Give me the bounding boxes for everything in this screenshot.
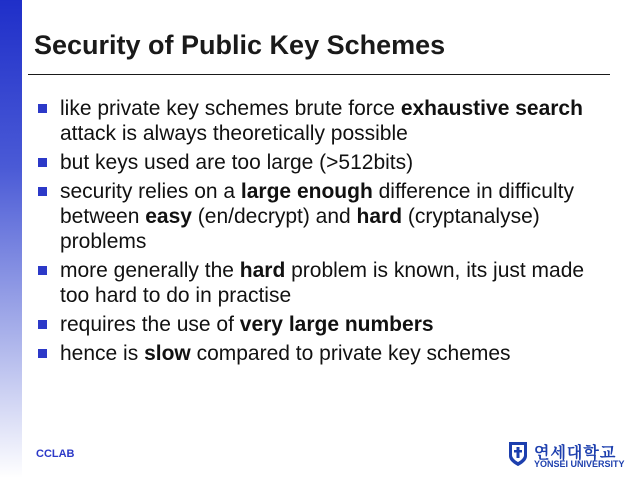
logo-english-name: YONSEI UNIVERSITY [534,459,625,469]
bullet-square-icon [38,320,47,329]
bullet-square-icon [38,349,47,358]
bullet-text: more generally the hard problem is known, its just made too hard to do in practise [60,259,585,307]
bullet-item [36,150,616,175]
bullet-square-icon [38,104,47,113]
footer-lab-label: CCLAB [36,448,75,460]
bullet-square-icon [38,187,47,196]
bullet-item [36,179,616,254]
logo-korean-name: 연세대학교 [534,445,617,462]
bullet-list [36,96,616,370]
bullet-square-icon [38,158,47,167]
left-accent-bar [0,0,22,478]
title-underline [28,74,610,75]
university-logo [508,440,626,472]
bullet-text: hence is slow compared to private key schemes [60,342,511,365]
bullet-text: requires the use of very large numbers [60,313,434,336]
bullet-item [36,341,616,366]
bullet-item [36,258,616,308]
bullet-item [36,96,616,146]
bullet-text: but keys used are too large (>512bits) [60,151,414,174]
bullet-text: like private key schemes brute force exhaustive search attack is always theoretically possible [60,97,583,145]
university-seal-icon [508,441,528,467]
bullet-square-icon [38,266,47,275]
bullet-item [36,312,616,337]
slide-title: Security of Public Key Schemes [34,30,446,60]
bullet-text: security relies on a large enough difference in difficulty between easy (en/decrypt) and hard (cryptanalyse) problems [60,180,574,253]
